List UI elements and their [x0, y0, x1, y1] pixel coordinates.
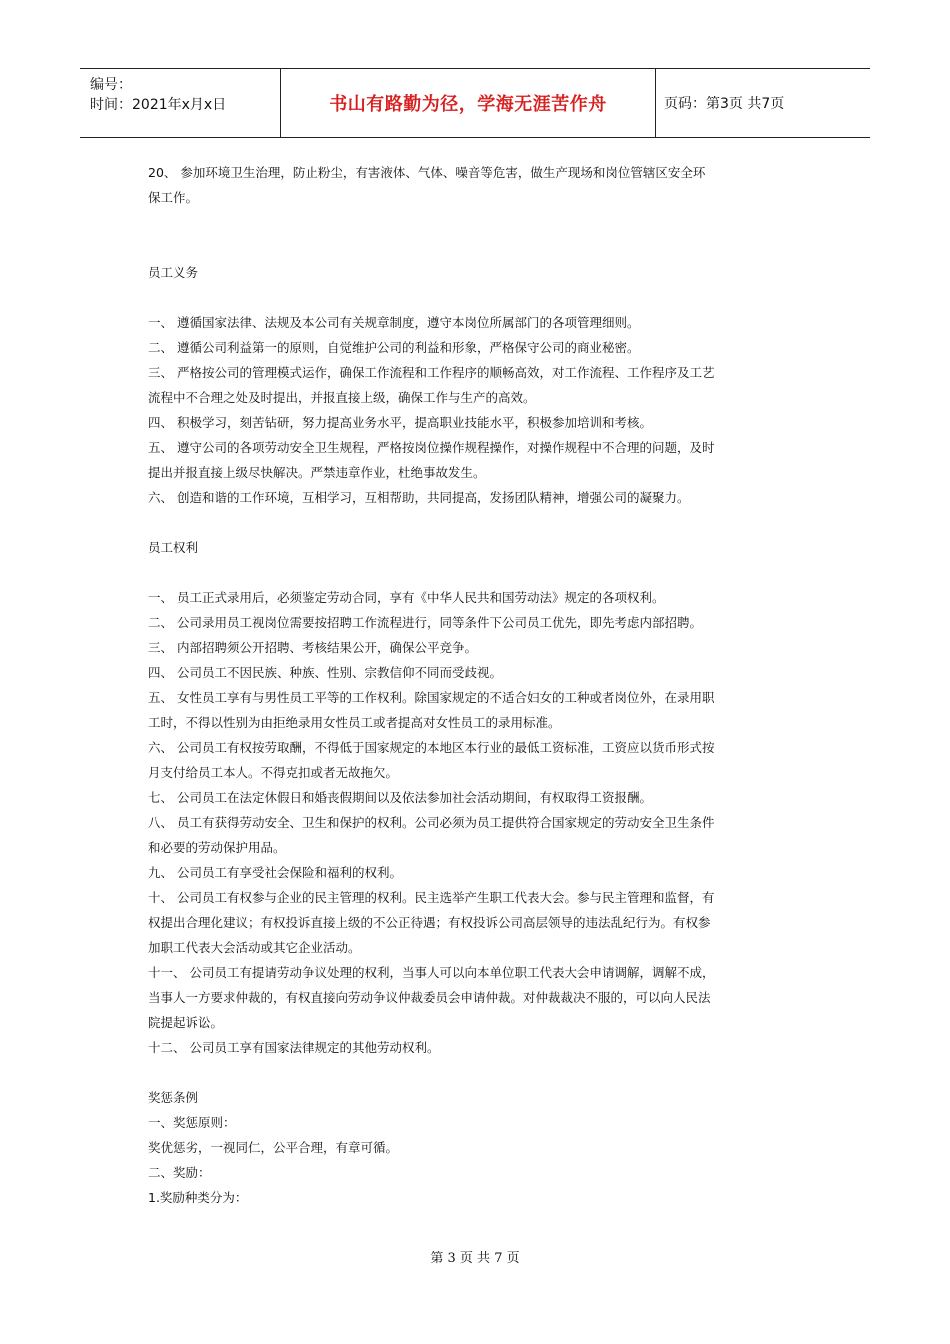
header-page-cell — [656, 69, 870, 137]
time-label: 时间：2021年x月x日 — [90, 97, 227, 113]
right-line: 四、 公司员工不因民族、种族、性别、宗教信仰不同而受歧视。 — [148, 665, 502, 680]
duty-line: 提出并报直接上级尽快解决。严禁违章作业，杜绝事故发生。 — [148, 465, 486, 480]
right-line: 十一、 公司员工有提请劳动争议处理的权利，当事人可以向本单位职工代表大会申请调解，调解不成， — [148, 965, 715, 980]
right-line: 七、 公司员工在法定休假日和婚丧假期间以及依法参加社会活动期间，有权取得工资报酬。 — [148, 790, 652, 805]
reward-line: 二、奖励： — [148, 1165, 211, 1180]
number-label: 编号： — [90, 77, 132, 93]
header-motto-cell — [281, 69, 656, 137]
section-title-duties: 员工义务 — [148, 265, 199, 280]
document-body — [148, 160, 808, 1210]
right-line: 五、 女性员工享有与男性员工平等的工作权利。除国家规定的不适合妇女的工种或者岗位外，在录用职 — [148, 690, 715, 705]
right-line: 九、 公司员工有享受社会保险和福利的权利。 — [148, 865, 402, 880]
page-footer: 第 3 页 共 7 页 — [430, 1251, 520, 1266]
duty-line: 二、 遵循公司利益第一的原则，自觉维护公司的利益和形象，严格保守公司的商业秘密。 — [148, 340, 640, 355]
duty-line: 五、 遵守公司的各项劳动安全卫生规程，严格按岗位操作规程操作，对操作规程中不合理的问题，及时 — [148, 440, 715, 455]
right-line: 当事人一方要求仲裁的，有权直接向劳动争议仲裁委员会申请仲裁。对仲裁裁决不服的，可以向人民法 — [148, 990, 711, 1005]
right-line: 二、 公司录用员工视岗位需要按招聘工作流程进行，同等条件下公司员工优先，即先考虑内部招聘。 — [148, 615, 702, 630]
item-20-line: 20、 参加环境卫生治理，防止粉尘，有害液体、气体、噪音等危害，做生产现场和岗位管辖区安全环 — [148, 165, 706, 180]
reward-line: 奖优惩劣，一视同仁，公平合理，有章可循。 — [148, 1140, 399, 1155]
right-line: 十二、 公司员工享有国家法律规定的其他劳动权利。 — [148, 1040, 440, 1055]
reward-line: 一、奖惩原则： — [148, 1115, 236, 1130]
duty-line: 四、 积极学习，刻苦钻研，努力提高业务水平，提高职业技能水平，积极参加培训和考核。 — [148, 415, 652, 430]
motto: 书山有路勤为径，学海无涯苦作舟 — [329, 94, 607, 115]
right-line: 和必要的劳动保护用品。 — [148, 840, 286, 855]
right-line: 八、 员工有获得劳动安全、卫生和保护的权利。公司必须为员工提供符合国家规定的劳动安全卫生条件 — [148, 815, 715, 830]
header-meta-cell — [80, 69, 281, 137]
section-title-rights: 员工权利 — [148, 540, 199, 555]
right-line: 权提出合理化建议；有权投诉直接上级的不公正待遇；有权投诉公司高层领导的违法乱纪行为。有权参 — [148, 915, 711, 930]
section-title-rewards: 奖惩条例 — [148, 1090, 199, 1105]
document-header — [80, 68, 870, 138]
item-20-line: 保工作。 — [148, 190, 199, 205]
right-line: 月支付给员工本人。不得克扣或者无故拖欠。 — [148, 765, 399, 780]
right-line: 院提起诉讼。 — [148, 1015, 224, 1030]
right-line: 工时，不得以性别为由拒绝录用女性员工或者提高对女性员工的录用标准。 — [148, 715, 561, 730]
duty-line: 流程中不合理之处及时提出，并报直接上级，确保工作与生产的高效。 — [148, 390, 536, 405]
right-line: 六、 公司员工有权按劳取酬，不得低于国家规定的本地区本行业的最低工资标准，工资应以货币形式按 — [148, 740, 715, 755]
right-line: 十、 公司员工有权参与企业的民主管理的权利。民主选举产生职工代表大会。参与民主管理和监督，有 — [148, 890, 715, 905]
right-line: 三、 内部招聘须公开招聘、考核结果公开，确保公平竞争。 — [148, 640, 477, 655]
duty-line: 三、 严格按公司的管理模式运作，确保工作流程和工作程序的顺畅高效，对工作流程、工作程序及工艺 — [148, 365, 715, 380]
right-line: 一、 员工正式录用后，必须鉴定劳动合同，享有《中华人民共和国劳动法》规定的各项权利。 — [148, 590, 665, 605]
reward-line: 1.奖励种类分为： — [148, 1190, 248, 1205]
duty-line: 六、 创造和谐的工作环境，互相学习，互相帮助，共同提高，发扬团队精神，增强公司的凝聚力。 — [148, 490, 690, 505]
right-line: 加职工代表大会活动或其它企业活动。 — [148, 940, 361, 955]
duty-line: 一、 遵循国家法律、法规及本公司有关规章制度，遵守本岗位所属部门的各项管理细则。 — [148, 315, 640, 330]
page-info: 页码：第3页 共7页 — [664, 96, 785, 112]
